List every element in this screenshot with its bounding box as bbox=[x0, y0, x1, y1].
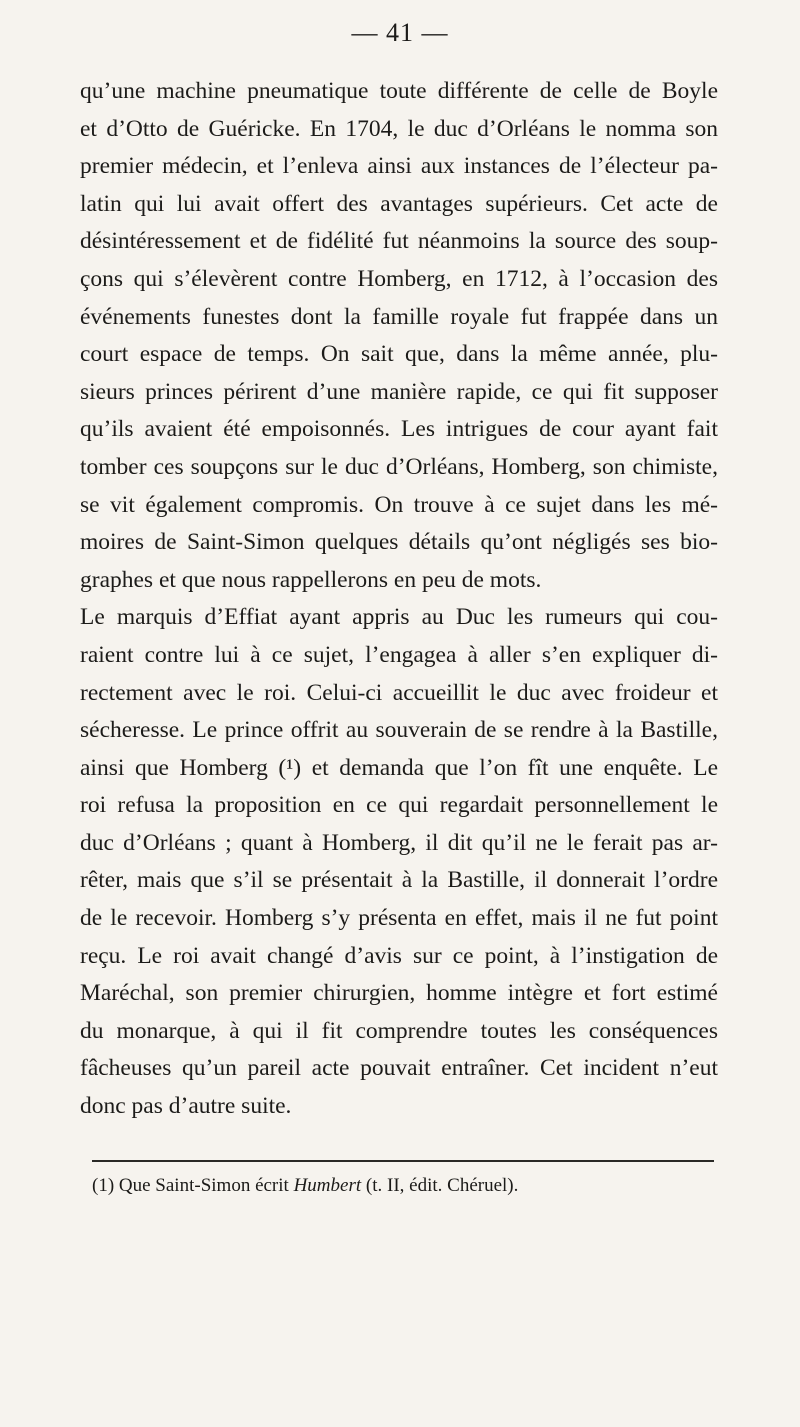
footnote bbox=[92, 1173, 714, 1199]
text-line: fâcheuses qu’un pareil acte pouvait entraîner. Cet incident n’eut bbox=[80, 1055, 718, 1082]
text-line: çons qui s’élevèrent contre Homberg, en 1712, à l’occasion des bbox=[80, 265, 718, 292]
text-line: raient contre lui à ce sujet, l’engagea à aller s’en expliquer di- bbox=[80, 641, 718, 668]
text-line: Maréchal, son premier chirurgien, homme intègre et fort estimé bbox=[80, 980, 718, 1007]
text-line: rectement avec le roi. Celui-ci accueillit le duc avec froideur et bbox=[80, 679, 718, 706]
footnote-divider bbox=[92, 1160, 714, 1162]
footnote-italic-name: Humbert bbox=[293, 1175, 362, 1196]
footnote-text-end: (t. II, édit. Chéruel). bbox=[361, 1175, 519, 1196]
body-text bbox=[80, 73, 718, 1126]
text-line: sieurs princes périrent d’une manière rapide, ce qui fit supposer bbox=[80, 378, 718, 405]
text-line: reçu. Le roi avait changé d’avis sur ce point, à l’instigation de bbox=[80, 942, 718, 969]
text-line: Le marquis d’Effiat ayant appris au Duc les rumeurs qui cou- bbox=[80, 604, 718, 631]
text-line: moires de Saint-Simon quelques détails qu’ont négligés ses bio- bbox=[80, 529, 718, 556]
text-line: ainsi que Homberg (¹) et demanda que l’on fît une enquête. Le bbox=[80, 754, 718, 781]
text-line: sécheresse. Le prince offrit au souverain de se rendre à la Bastille, bbox=[80, 717, 718, 744]
footnote-text: (1) Que Saint-Simon écrit bbox=[92, 1175, 294, 1196]
text-line: désintéressement et de fidélité fut néanmoins la source des soup- bbox=[80, 228, 718, 255]
text-line: court espace de temps. On sait que, dans la même année, plu- bbox=[80, 341, 718, 368]
text-line: graphes et que nous rappellerons en peu de mots. bbox=[80, 566, 542, 593]
text-line: premier médecin, et l’enleva ainsi aux instances de l’électeur pa- bbox=[80, 153, 718, 180]
text-line: roi refusa la proposition en ce qui regardait personnellement le bbox=[80, 792, 718, 819]
page-number: — 41 — bbox=[351, 18, 449, 47]
text-line: de le recevoir. Homberg s’y présenta en effet, mais il ne fut point bbox=[80, 905, 718, 932]
text-line: rêter, mais que s’il se présentait à la Bastille, il donnerait l’ordre bbox=[80, 867, 718, 894]
text-line: qu’ils avaient été empoisonnés. Les intrigues de cour ayant fait bbox=[80, 416, 718, 443]
text-line: événements funestes dont la famille royale fut frappée dans un bbox=[80, 303, 718, 330]
text-line: tomber ces soupçons sur le duc d’Orléans, Homberg, son chimiste, bbox=[80, 453, 718, 480]
text-line: qu’une machine pneumatique toute différente de celle de Boyle bbox=[80, 78, 718, 104]
text-line: donc pas d’autre suite. bbox=[80, 1093, 292, 1120]
text-line: et d’Otto de Guéricke. En 1704, le duc d’Orléans le nomma son bbox=[80, 115, 718, 142]
text-line: du monarque, à qui il fit comprendre toutes les conséquences bbox=[80, 1017, 718, 1044]
text-line: latin qui lui avait offert des avantages supérieurs. Cet acte de bbox=[80, 190, 718, 217]
text-line: se vit également compromis. On trouve à ce sujet dans les mé- bbox=[80, 491, 718, 518]
text-line: duc d’Orléans ; quant à Homberg, il dit qu’il ne le ferait pas ar- bbox=[80, 829, 718, 856]
